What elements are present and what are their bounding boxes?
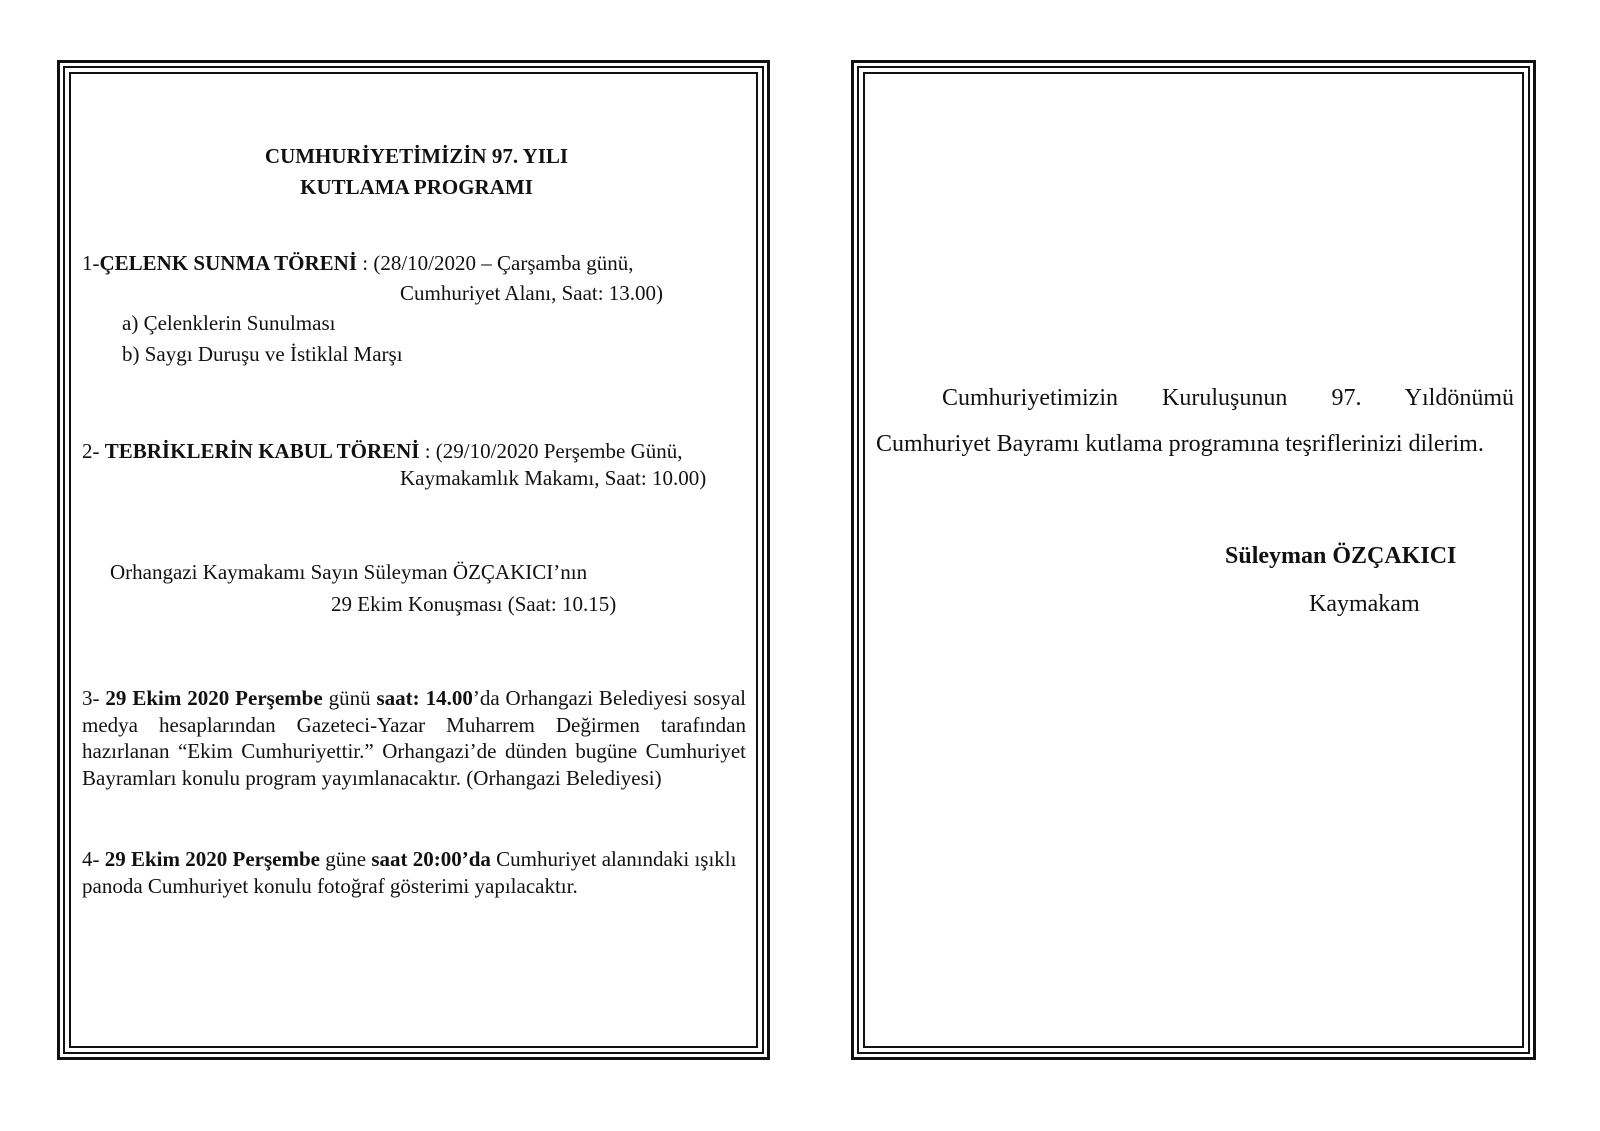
item4-number: 4- [82, 847, 105, 871]
title-line-2: KUTLAMA PROGRAMI [300, 175, 533, 199]
item2-number: 2- [82, 439, 105, 463]
invitation-text [876, 375, 1514, 467]
item1-sub-a: a) Çelenklerin Sunulması [122, 311, 336, 335]
signer-title: Kaymakam [1309, 591, 1420, 617]
item1-heading: ÇELENK SUNMA TÖRENİ [99, 251, 357, 275]
item3-text-1: günü [322, 686, 377, 710]
invitation-body: Cumhuriyetimizin Kuruluşunun 97. Yıldönümü Cumhuriyet Bayramı kutlama programına teşriflerinizi dilerim. [876, 385, 1514, 457]
item4-text-1: güne [319, 847, 372, 871]
item1-sub-b: b) Saygı Duruşu ve İstiklal Marşı [122, 342, 403, 366]
item2-detail-2: Kaymakamlık Makamı, Saat: 10.00) [400, 466, 707, 490]
program-title [60, 141, 773, 203]
item3-text-2: ’da Orhangazi Belediyesi sosyal medya hesaplarından Gazeteci-Yazar Muharrem Değirmen tarafından hazırlanan “Ekim Cumhuriyettir.” Orhangazi’de dünden bugüne Cumhuriyet Bayramları konulu program yayımlanacaktır. (Orhangazi Belediyesi) [82, 686, 746, 790]
signer-name: Süleyman ÖZÇAKICI [1225, 543, 1457, 569]
item3-date: 29 Ekim 2020 Perşembe [105, 686, 323, 710]
item4-time: saat 20:00’da [371, 847, 491, 871]
item2-detail-1: : (29/10/2020 Perşembe Günü, [419, 439, 683, 463]
item3-paragraph [82, 685, 746, 791]
item2-line1 [82, 439, 683, 464]
title-line-1: CUMHURİYETİMİZİN 97. YILI [264, 144, 569, 168]
item1-line1 [82, 251, 633, 276]
item1-detail-1: : (28/10/2020 – Çarşamba günü, [357, 251, 634, 275]
item2-heading: TEBRİKLERİN KABUL TÖRENİ [104, 439, 420, 463]
item3-time: saat: 14.00 [376, 686, 473, 710]
program-panel [57, 60, 770, 1060]
item3-number: 3- [82, 686, 106, 710]
item4-date: 29 Ekim 2020 Perşembe [104, 847, 320, 871]
item1-number: 1- [82, 251, 100, 275]
item4-paragraph [82, 846, 762, 900]
item1-detail-2: Cumhuriyet Alanı, Saat: 13.00) [400, 281, 664, 305]
item4-text-2: Cumhuriyet alanındaki ışıklı panoda Cumhuriyet konulu fotoğraf gösterimi yapılacaktır. [82, 847, 737, 898]
speech-line-2: 29 Ekim Konuşması (Saat: 10.15) [331, 592, 617, 616]
speech-line-1: Orhangazi Kaymakamı Sayın Süleyman ÖZÇAKICI’nın [110, 560, 588, 584]
invitation-panel [851, 60, 1536, 1060]
